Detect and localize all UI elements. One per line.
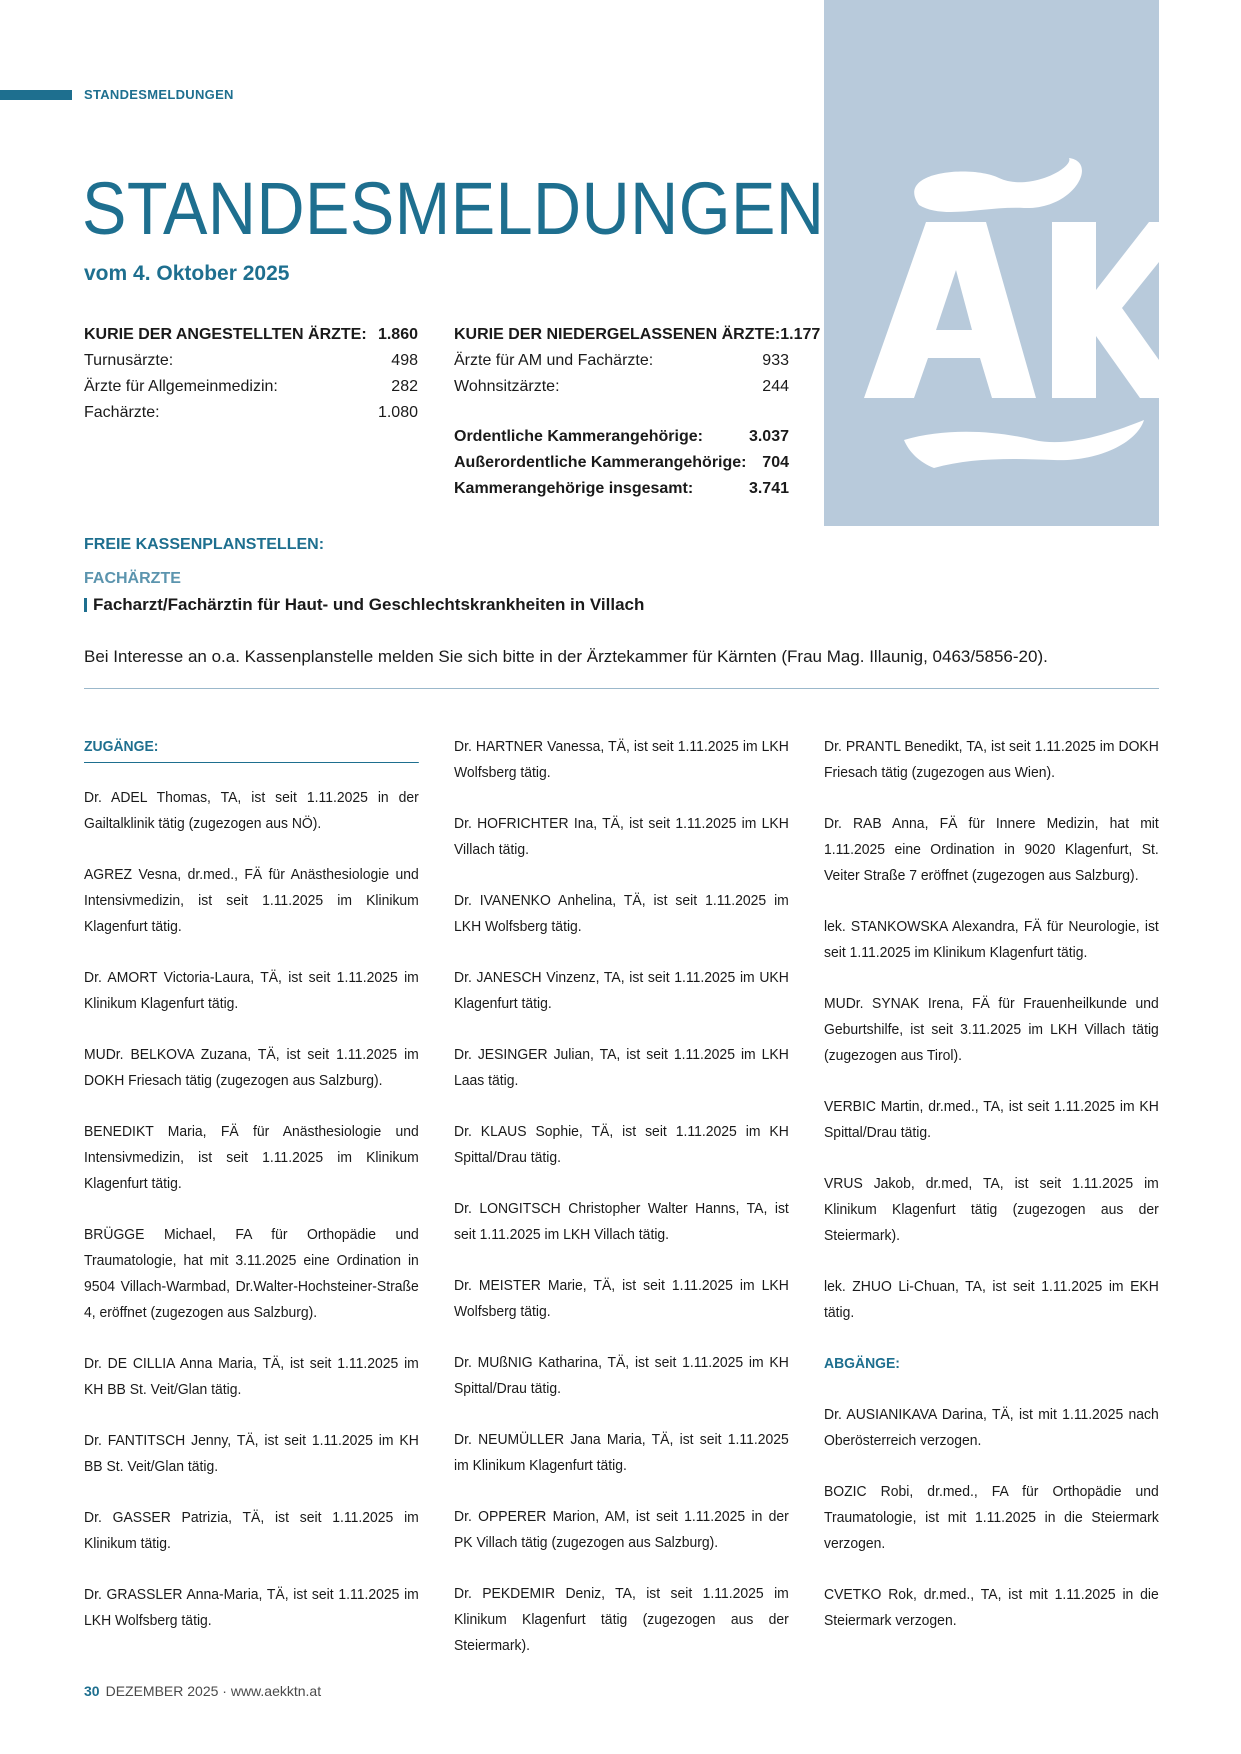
stats-label: Ärzte für Allgemeinmedizin: — [84, 378, 278, 395]
list-item: Dr. AUSIANIKAVA Darina, TÄ, ist mit 1.11.2025 nach Oberösterreich verzogen. — [824, 1406, 1159, 1449]
position-text: Facharzt/Fachärztin für Haut- und Geschlechtskrankheiten in Villach — [93, 595, 645, 614]
stats-label: Ärzte für AM und Fachärzte: — [454, 352, 654, 369]
stats-total-row — [454, 424, 789, 450]
list-item: MUDr. SYNAK Irena, FÄ für Frauenheilkunde und Geburtshilfe, ist seit 3.11.2025 im LKH Villach tätig (zugezogen aus Tirol). — [824, 995, 1159, 1064]
stats-total-row — [454, 476, 789, 502]
stats-value: 282 — [391, 378, 418, 395]
stats-label: Außerordentliche Kammerangehörige: — [454, 454, 747, 471]
stats-value: 704 — [762, 454, 789, 471]
list-item: Dr. RAB Anna, FÄ für Innere Medizin, hat mit 1.11.2025 eine Ordination in 9020 Klagenfurt, St. Veiter Straße 7 eröffnet (zugezogen aus Salzburg). — [824, 815, 1159, 884]
page-number: 30 — [84, 1683, 100, 1699]
stats-value: 3.741 — [748, 480, 789, 497]
stats-row — [84, 322, 418, 348]
stats-label: Turnusärzte: — [84, 352, 174, 369]
section-divider — [84, 688, 1159, 689]
list-item: VERBIC Martin, dr.med., TA, ist seit 1.11.2025 im KH Spittal/Drau tätig. — [824, 1098, 1159, 1141]
list-item: Dr. FANTITSCH Jenny, TÄ, ist seit 1.11.2025 im KH BB St. Veit/Glan tätig. — [84, 1432, 419, 1475]
stats-row — [84, 348, 418, 374]
column-2 — [454, 734, 789, 1684]
stats-label: KURIE DER NIEDERGELASSENEN ÄRZTE: — [454, 326, 781, 343]
list-item: Dr. HOFRICHTER Ina, TÄ, ist seit 1.11.2025 im LKH Villach tätig. — [454, 815, 789, 858]
stats-row — [454, 322, 821, 348]
stats-value: 1.860 — [377, 326, 418, 343]
list-item: VRUS Jakob, dr.med, TA, ist seit 1.11.2025 im Klinikum Klagenfurt tätig (zugezogen aus der Steiermark). — [824, 1175, 1159, 1244]
stats-label: Fachärzte: — [84, 404, 160, 421]
open-position — [84, 595, 644, 615]
list-item: Dr. DE CILLIA Anna Maria, TÄ, ist seit 1.11.2025 im KH BB St. Veit/Glan tätig. — [84, 1355, 419, 1398]
stats-label: Kammerangehörige insgesamt: — [454, 480, 694, 497]
list-item: Dr. AMORT Victoria-Laura, TÄ, ist seit 1.11.2025 im Klinikum Klagenfurt tätig. — [84, 969, 419, 1012]
list-item: Dr. LONGITSCH Christopher Walter Hanns, TA, ist seit 1.11.2025 im LKH Villach tätig. — [454, 1200, 789, 1243]
stats-value: 1.080 — [377, 404, 418, 421]
stats-row — [454, 348, 789, 374]
page-title: STANDESMELDUNGEN — [82, 167, 825, 250]
list-item: BOZIC Robi, dr.med., FA für Orthopädie und Traumatologie, ist mit 1.11.2025 in die Steiermark verzogen. — [824, 1483, 1159, 1552]
section-accent-bar — [0, 90, 72, 100]
list-item: Dr. JESINGER Julian, TA, ist seit 1.11.2025 im LKH Laas tätig. — [454, 1046, 789, 1089]
logo-panel — [824, 0, 1159, 526]
section-label: STANDESMELDUNGEN — [84, 87, 234, 102]
page-subtitle: vom 4. Oktober 2025 — [84, 262, 290, 285]
stats-row — [84, 374, 418, 400]
stats-row — [454, 374, 789, 400]
position-marker-icon — [84, 598, 87, 612]
list-item: BRÜGGE Michael, FA für Orthopädie und Traumatologie, hat mit 3.11.2025 eine Ordination in 9504 Villach-Warmbad, Dr.Walter-Hochsteiner-Straße 4, eröffnet (zugezogen aus Salzburg). — [84, 1226, 419, 1321]
stats-value: 244 — [762, 378, 789, 395]
list-item: Dr. JANESCH Vinzenz, TA, ist seit 1.11.2025 im UKH Klagenfurt tätig. — [454, 969, 789, 1012]
list-item: AGREZ Vesna, dr.med., FÄ für Anästhesiologie und Intensivmedizin, ist seit 1.11.2025 im Klinikum Klagenfurt tätig. — [84, 866, 419, 935]
stats-value: 1.177 — [780, 326, 821, 343]
stats-label: Ordentliche Kammerangehörige: — [454, 428, 703, 445]
list-item: Dr. MEISTER Marie, TÄ, ist seit 1.11.2025 im LKH Wolfsberg tätig. — [454, 1277, 789, 1320]
list-item: Dr. OPPERER Marion, AM, ist seit 1.11.2025 in der PK Villach tätig (zugezogen aus Salzburg). — [454, 1508, 789, 1551]
stats-value: 3.037 — [748, 428, 789, 445]
zugaenge-heading: ZUGÄNGE: — [84, 734, 419, 763]
list-item: MUDr. BELKOVA Zuzana, TÄ, ist seit 1.11.2025 im DOKH Friesach tätig (zugezogen aus Salzburg). — [84, 1046, 419, 1089]
list-item: Dr. PRANTL Benedikt, TA, ist seit 1.11.2025 im DOKH Friesach tätig (zugezogen aus Wien). — [824, 738, 1159, 781]
list-item: Dr. KLAUS Sophie, TÄ, ist seit 1.11.2025 im KH Spittal/Drau tätig. — [454, 1123, 789, 1166]
column-1 — [84, 734, 419, 1659]
list-item: Dr. HARTNER Vanessa, TÄ, ist seit 1.11.2025 im LKH Wolfsberg tätig. — [454, 738, 789, 781]
stats-value: 933 — [762, 352, 789, 369]
interest-note: Bei Interesse an o.a. Kassenplanstelle melden Sie sich bitte in der Ärztekammer für Kärnten (Frau Mag. Illaunig, 0463/5856-20). — [84, 647, 1048, 666]
stats-angestellte — [84, 322, 418, 426]
list-item: lek. STANKOWSKA Alexandra, FÄ für Neurologie, ist seit 1.11.2025 im Klinikum Klagenfurt tätig. — [824, 918, 1159, 961]
stats-label: Wohnsitzärzte: — [454, 378, 560, 395]
stats-total-row — [454, 450, 789, 476]
footer-text: DEZEMBER 2025 · www.aekktn.at — [105, 1683, 322, 1699]
stats-niedergelassene — [454, 322, 821, 502]
page-footer — [84, 1683, 321, 1699]
list-item: lek. ZHUO Li-Chuan, TA, ist seit 1.11.2025 im EKH tätig. — [824, 1278, 1159, 1321]
stats-row — [84, 400, 418, 426]
column-3 — [824, 734, 1159, 1659]
list-item: Dr. MUßNIG Katharina, TÄ, ist seit 1.11.2025 im KH Spittal/Drau tätig. — [454, 1354, 789, 1397]
aek-logo-icon — [824, 0, 1159, 526]
list-item: Dr. GASSER Patrizia, TÄ, ist seit 1.11.2025 im Klinikum tätig. — [84, 1509, 419, 1552]
stats-spacer — [454, 400, 789, 424]
stats-label: KURIE DER ANGESTELLTEN ÄRZTE: — [84, 326, 367, 343]
list-item: Dr. IVANENKO Anhelina, TÄ, ist seit 1.11.2025 im LKH Wolfsberg tätig. — [454, 892, 789, 935]
stats-value: 498 — [391, 352, 418, 369]
list-item: Dr. ADEL Thomas, TA, ist seit 1.11.2025 in der Gailtalklinik tätig (zugezogen aus NÖ). — [84, 789, 419, 832]
list-item: Dr. NEUMÜLLER Jana Maria, TÄ, ist seit 1.11.2025 im Klinikum Klagenfurt tätig. — [454, 1431, 789, 1474]
abgaenge-heading: ABGÄNGE: — [824, 1355, 900, 1372]
list-item: Dr. PEKDEMIR Deniz, TA, ist seit 1.11.2025 im Klinikum Klagenfurt tätig (zugezogen aus der Steiermark). — [454, 1585, 789, 1654]
fachaerzte-heading: FACHÄRZTE — [84, 570, 181, 587]
freie-kassenplanstellen-heading: FREIE KASSENPLANSTELLEN: — [84, 536, 325, 553]
list-item: Dr. GRASSLER Anna-Maria, TÄ, ist seit 1.11.2025 im LKH Wolfsberg tätig. — [84, 1586, 419, 1629]
list-item: BENEDIKT Maria, FÄ für Anästhesiologie und Intensivmedizin, ist seit 1.11.2025 im Klinikum Klagenfurt tätig. — [84, 1123, 419, 1192]
list-item: CVETKO Rok, dr.med., TA, ist mit 1.11.2025 in die Steiermark verzogen. — [824, 1586, 1159, 1629]
